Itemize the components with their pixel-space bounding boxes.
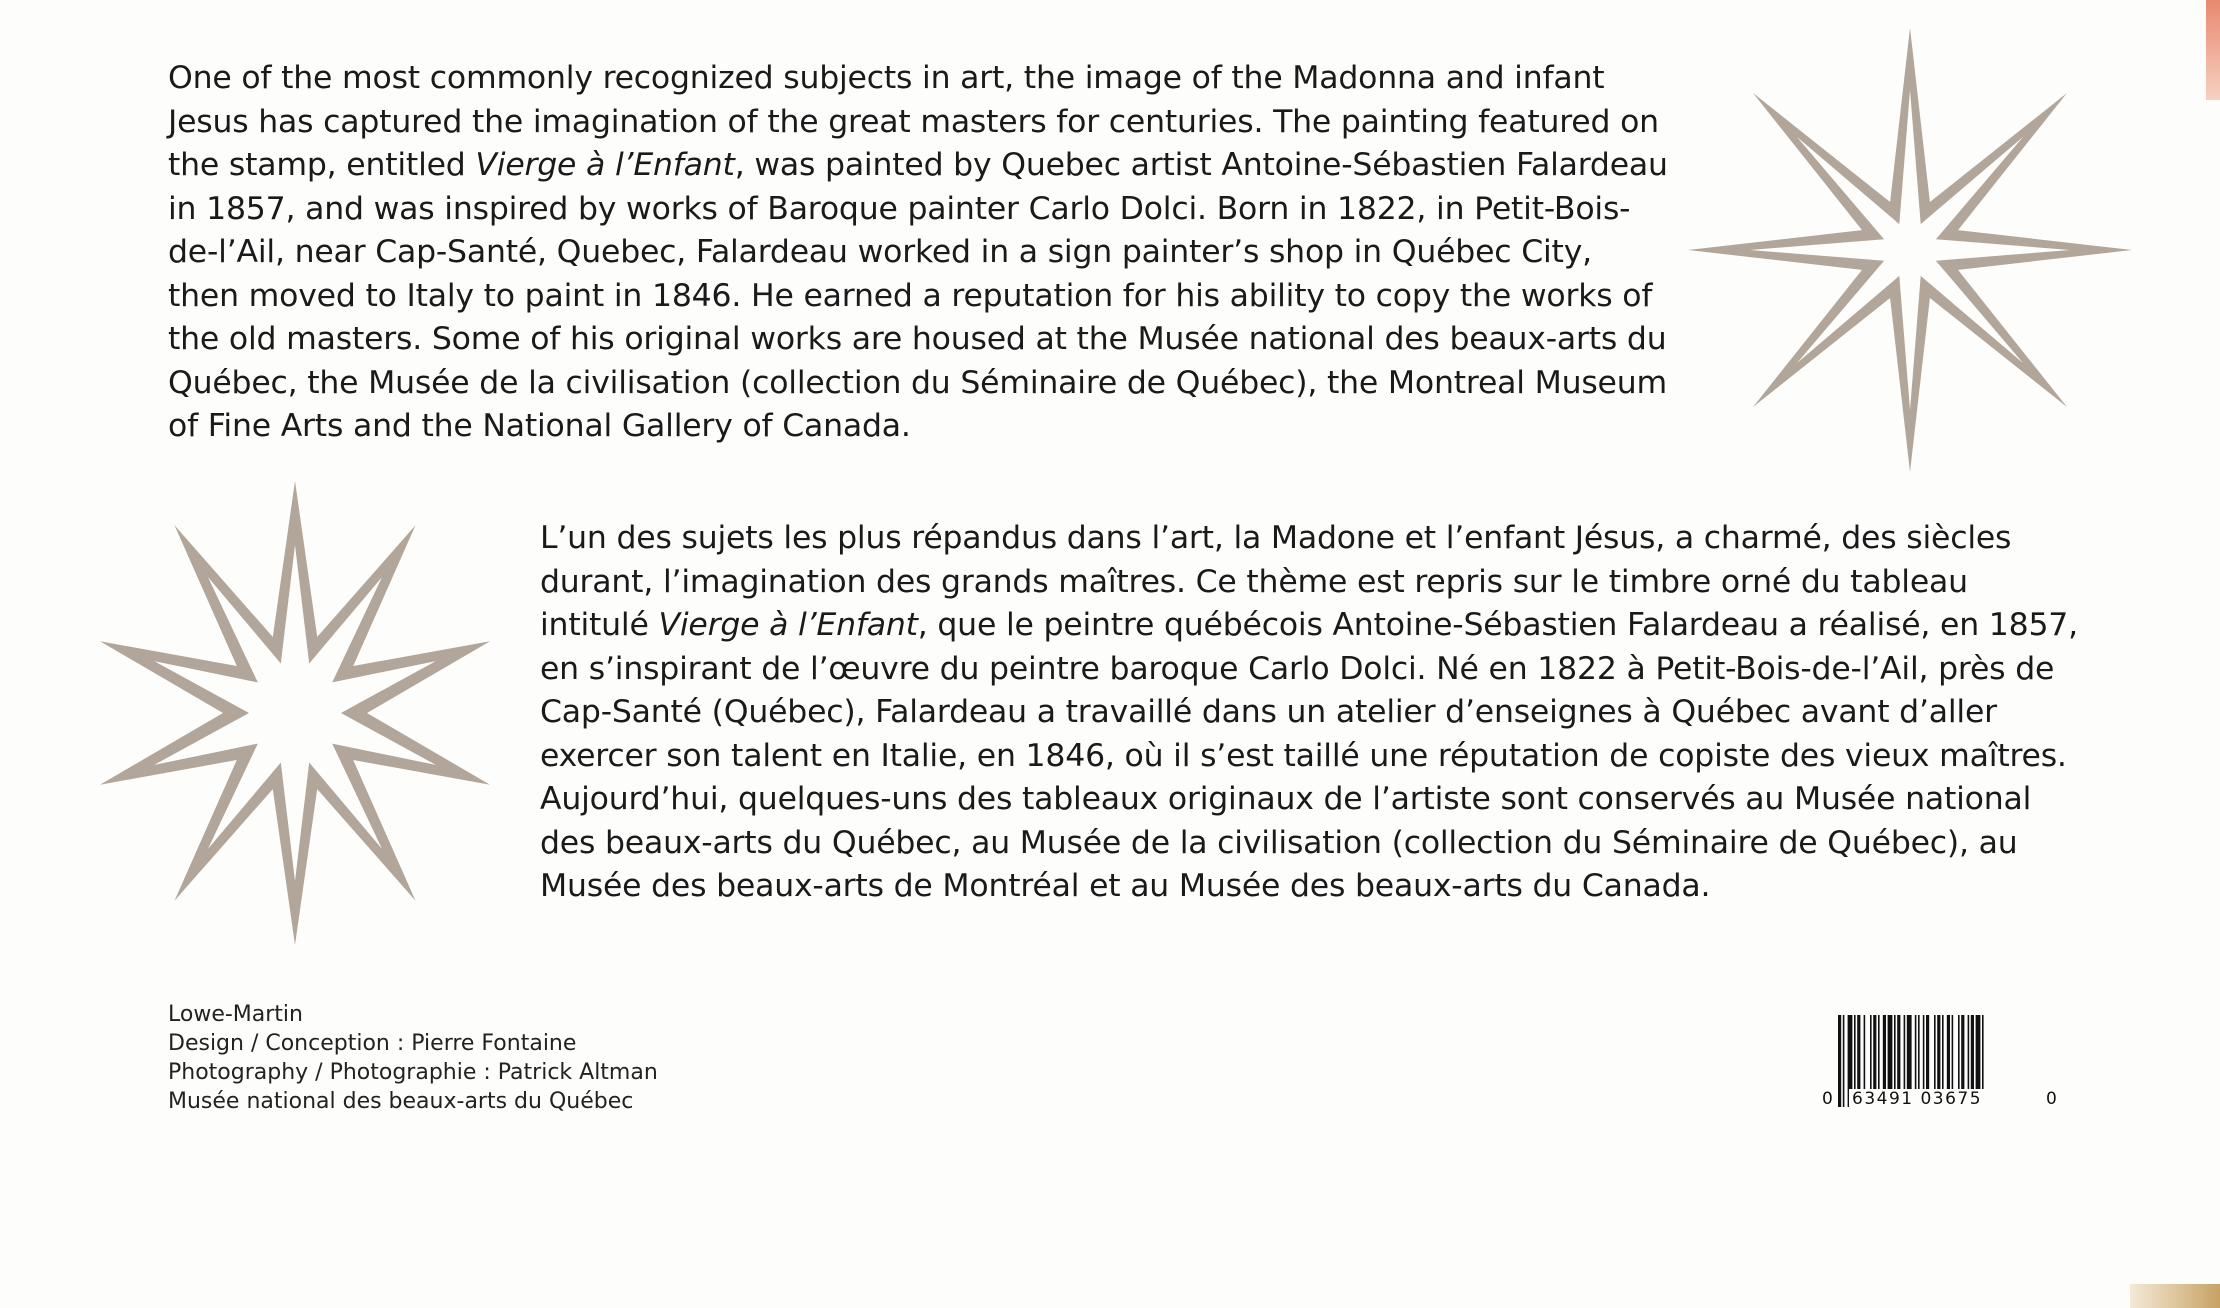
page-corner-mark (2130, 1284, 2220, 1308)
page-edge-mark (2206, 0, 2220, 100)
ten-point-star-icon (90, 478, 510, 948)
credits-block (168, 1000, 658, 1116)
english-text-end: , was painted by Quebec artist Antoine-Sébastien Falardeau in 1857, and was inspired by works of Baroque painter Carlo Dolci. Born in 1822, in Petit-Bois-de-l’Ail, near Cap-Santé, Quebec, Falardeau worked in a sign painter’s shop in Québec City, then moved to Italy to paint in 1846. He earned a reputation for his ability to copy the works of the old masters. Some of his original works are housed at the Musée national des beaux-arts du Québec, the Musée de la civilisation (collection du Séminaire de Québec), the Montreal Museum of Fine Arts and the National Gallery of Canada. (168, 147, 1668, 444)
french-text-end: , que le peintre québécois Antoine-Sébastien Falardeau a réalisé, en 1857, en s’inspirant de l’œuvre du peintre baroque Carlo Dolci. Né en 1822 à Petit-Bois-de-l’Ail, près de Cap-Santé (Québec), Falardeau a travaillé dans un atelier d’enseignes à Québec avant d’aller exercer son talent en Italie, en 1846, où il s’est taillé une réputation de copiste des vieux maîtres. Aujourd’hui, quelques-uns des tableaux originaux de l’artiste sont conservés au Musée national des beaux-arts du Québec, au Musée de la civilisation (collection du Séminaire de Québec), au Musée des beaux-arts de Montréal et au Musée des beaux-arts du Canada. (540, 607, 2078, 904)
painting-title-fr: Vierge à l’Enfant (658, 607, 918, 643)
eight-point-star-icon (1685, 25, 2135, 475)
barcode-bar (1838, 1015, 1841, 1107)
barcode-middle-digits: 63491 03675 (1849, 1089, 1985, 1109)
barcode-bar (1843, 1015, 1845, 1107)
credit-design: Design / Conception : Pierre Fontaine (168, 1031, 577, 1056)
english-text-start: One of the most commonly recognized subjects in art, the image of the Madonna and infant Jesus has captured the imagination of the great masters for centuries. The painting featured on the stamp, entitled (168, 60, 1659, 183)
french-description (540, 517, 2085, 909)
english-description (168, 57, 1668, 449)
credit-photography: Photography / Photographie : Patrick Altman (168, 1060, 658, 1085)
french-text-start: L’un des sujets les plus répandus dans l’art, la Madone et l’enfant Jésus, a charmé, des siècles durant, l’imagination des grands maîtres. Ce thème est repris sur le timbre orné du tableau intitulé (540, 520, 2012, 643)
credit-museum: Musée national des beaux-arts du Québec (168, 1089, 634, 1114)
barcode-left-digit: 0 (1822, 1089, 1835, 1109)
credit-printer: Lowe-Martin (168, 1002, 303, 1027)
painting-title-en: Vierge à l’Enfant (475, 147, 735, 183)
barcode-right-digit: 0 (2046, 1089, 2059, 1109)
